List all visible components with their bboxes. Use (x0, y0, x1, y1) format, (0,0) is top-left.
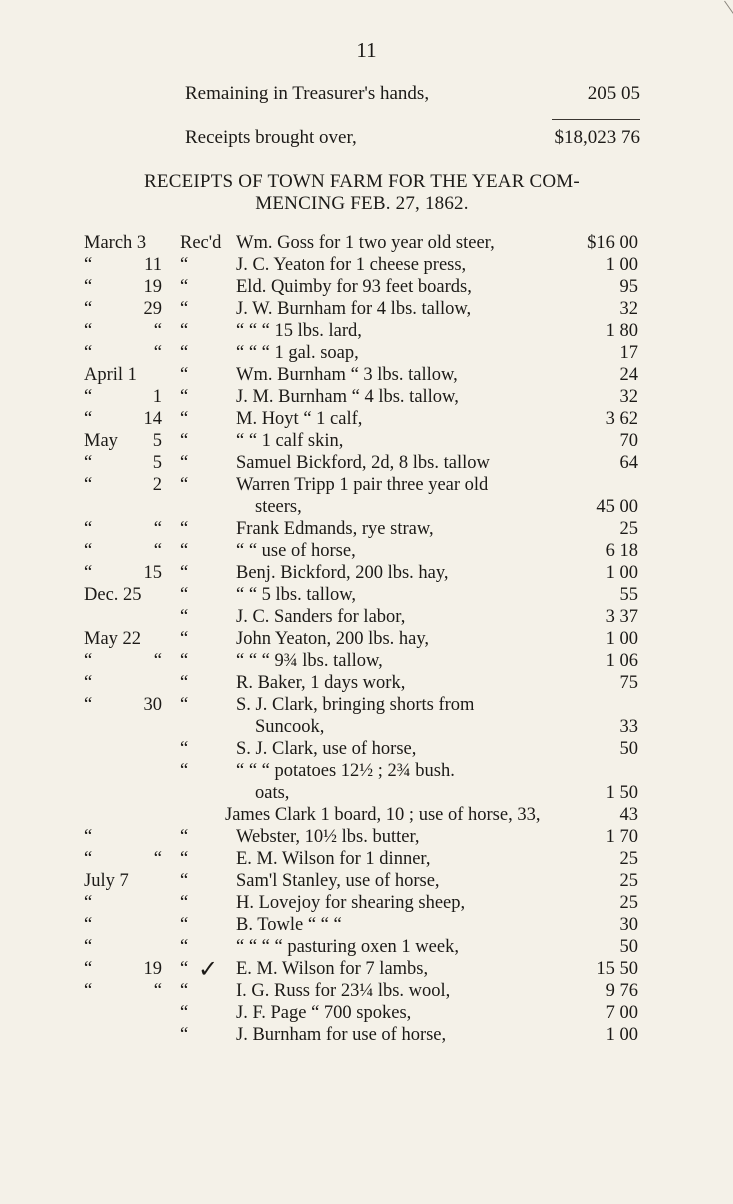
ledger-row (0, 562, 733, 584)
entry-month: “ (84, 651, 93, 671)
entry-month: “ (84, 255, 93, 275)
entry-month: “ (84, 827, 93, 847)
entry-received: “ (180, 1025, 189, 1045)
entry-received: “ (180, 255, 189, 275)
ledger-row (0, 1024, 733, 1046)
entry-description: R. Baker, 1 days work, (236, 673, 406, 693)
remaining-amount: 205 05 (587, 83, 640, 104)
entry-description: Eld. Quimby for 93 feet boards, (236, 277, 472, 297)
entry-amount: 17 (619, 343, 638, 363)
entry-received: Rec'd (180, 233, 222, 253)
entry-description: E. M. Wilson for 7 lambs, (236, 959, 429, 979)
entry-received: “ (180, 937, 189, 957)
entry-description: J. C. Sanders for labor, (236, 607, 406, 627)
entry-month: “ (84, 475, 93, 495)
ledger-row (0, 1002, 733, 1024)
entry-amount: 6 18 (605, 541, 638, 561)
entry-description: Wm. Burnham “ 3 lbs. tallow, (236, 365, 458, 385)
page-corner-fold (693, 0, 733, 31)
entry-day: “ (153, 849, 162, 869)
ledger-row (0, 584, 733, 606)
section-heading (82, 171, 642, 215)
entry-description: J. F. Page “ 700 spokes, (236, 1003, 412, 1023)
ledger-row (0, 672, 733, 694)
entry-amount: 75 (619, 673, 638, 693)
entry-month: “ (84, 299, 93, 319)
ledger-row (0, 496, 733, 518)
entry-amount: 43 (619, 805, 638, 825)
entry-description: Webster, 10½ lbs. butter, (236, 827, 420, 847)
receipts-list (0, 232, 733, 1046)
entry-amount: 32 (619, 299, 638, 319)
entry-month: “ (84, 893, 93, 913)
ledger-row (0, 518, 733, 540)
ledger-row (0, 760, 733, 782)
entry-description: Wm. Goss for 1 two year old steer, (236, 233, 495, 253)
entry-day: “ (153, 321, 162, 341)
entry-month: Dec. 25 (84, 585, 142, 605)
ledger-row (0, 738, 733, 760)
entry-amount: 25 (619, 849, 638, 869)
entry-description: Suncook, (255, 717, 325, 737)
entry-description: Warren Tripp 1 pair three year old (236, 475, 489, 495)
entry-received: “ (180, 365, 189, 385)
receipts-label: Receipts brought over, (185, 127, 357, 148)
entry-day: “ (153, 651, 162, 671)
ledger-row (0, 364, 733, 386)
entry-amount: 1 06 (605, 651, 638, 671)
entry-description: E. M. Wilson for 1 dinner, (236, 849, 431, 869)
entry-month: “ (84, 695, 93, 715)
entry-received: “ (180, 959, 189, 979)
entry-received: “ (180, 431, 189, 451)
ledger-row (0, 694, 733, 716)
entry-amount: 1 80 (605, 321, 638, 341)
entry-received: “ (180, 585, 189, 605)
entry-received: “ (180, 673, 189, 693)
entry-month: “ (84, 981, 93, 1001)
entry-received: “ (180, 277, 189, 297)
entry-description: B. Towle “ “ “ (236, 915, 342, 935)
entry-amount: 95 (619, 277, 638, 297)
entry-description: “ “ “ 15 lbs. lard, (236, 321, 362, 341)
entry-description: “ “ “ “ pasturing oxen 1 week, (236, 937, 459, 957)
entry-description: oats, (255, 783, 290, 803)
entry-day: 1 (152, 387, 162, 407)
entry-amount: 25 (619, 893, 638, 913)
entry-amount: 45 00 (596, 497, 638, 517)
entry-received: “ (180, 453, 189, 473)
receipts-amount: $18,023 76 (554, 127, 640, 148)
entry-received: “ (180, 739, 189, 759)
entry-amount: 1 00 (605, 1025, 638, 1045)
entry-amount: 3 37 (605, 607, 638, 627)
entry-day: “ (153, 343, 162, 363)
entry-received: “ (180, 981, 189, 1001)
entry-amount: 24 (619, 365, 638, 385)
ledger-row (0, 342, 733, 364)
ledger-row (0, 980, 733, 1002)
entry-description: S. J. Clark, use of horse, (236, 739, 417, 759)
ledger-row (0, 276, 733, 298)
entry-amount: 33 (619, 717, 638, 737)
entry-description: J. C. Yeaton for 1 cheese press, (236, 255, 467, 275)
entry-amount: 25 (619, 871, 638, 891)
entry-day: 30 (143, 695, 162, 715)
entry-month: July 7 (84, 871, 129, 891)
entry-day: 2 (152, 475, 162, 495)
ledger-row (0, 870, 733, 892)
entry-day: 5 (152, 431, 162, 451)
entry-received: “ (180, 827, 189, 847)
ledger-row (0, 430, 733, 452)
entry-description: S. J. Clark, bringing shorts from (236, 695, 475, 715)
entry-received: “ (180, 299, 189, 319)
entry-received: “ (180, 475, 189, 495)
entry-received: “ (180, 607, 189, 627)
entry-amount: 50 (619, 937, 638, 957)
entry-description: J. W. Burnham for 4 lbs. tallow, (236, 299, 472, 319)
entry-received: “ (180, 849, 189, 869)
heading-line-1: RECEIPTS OF TOWN FARM FOR THE YEAR COM- (144, 171, 580, 192)
entry-amount: 1 00 (605, 629, 638, 649)
entry-month: May (84, 431, 118, 451)
ledger-row (0, 452, 733, 474)
entry-received: “ (180, 563, 189, 583)
entry-description: James Clark 1 board, 10 ; use of horse, 33, (225, 805, 541, 825)
entry-description: “ “ use of horse, (236, 541, 356, 561)
entry-amount: 3 62 (605, 409, 638, 429)
entry-day: 19 (143, 277, 162, 297)
entry-received: “ (180, 541, 189, 561)
ledger-row (0, 320, 733, 342)
entry-month: April 1 (84, 365, 137, 385)
entry-description: Frank Edmands, rye straw, (236, 519, 434, 539)
entry-description: J. M. Burnham “ 4 lbs. tallow, (236, 387, 459, 407)
entry-month: “ (84, 915, 93, 935)
entry-amount: 1 70 (605, 827, 638, 847)
entry-received: “ (180, 871, 189, 891)
remaining-label: Remaining in Treasurer's hands, (185, 83, 430, 104)
entry-received: “ (180, 651, 189, 671)
entry-amount: 1 00 (605, 563, 638, 583)
ledger-row (0, 408, 733, 430)
entry-month: “ (84, 519, 93, 539)
entry-description: steers, (255, 497, 302, 517)
ledger-row (0, 958, 733, 980)
entry-received: “ (180, 519, 189, 539)
ledger-row (0, 298, 733, 320)
ledger-row (0, 628, 733, 650)
entry-description: Samuel Bickford, 2d, 8 lbs. tallow (236, 453, 490, 473)
entry-month: “ (84, 541, 93, 561)
entry-day: “ (153, 519, 162, 539)
entry-month: March 3 (84, 233, 147, 253)
entry-description: J. Burnham for use of horse, (236, 1025, 447, 1045)
ledger-row (0, 892, 733, 914)
entry-received: “ (180, 1003, 189, 1023)
ledger-row (0, 804, 733, 826)
entry-day: 11 (144, 255, 162, 275)
entry-amount: 9 76 (605, 981, 638, 1001)
entry-amount: 50 (619, 739, 638, 759)
entry-month: “ (84, 343, 93, 363)
entry-received: “ (180, 387, 189, 407)
entry-day: 19 (143, 959, 162, 979)
entry-amount: 1 00 (605, 255, 638, 275)
entry-month: “ (84, 409, 93, 429)
entry-day: 14 (143, 409, 162, 429)
entry-month: “ (84, 563, 93, 583)
ledger-row (0, 386, 733, 408)
sum-rule (552, 119, 640, 120)
ledger-row (0, 474, 733, 496)
receipts-line (185, 127, 640, 149)
entry-amount: 55 (619, 585, 638, 605)
entry-description: “ “ “ 9¾ lbs. tallow, (236, 651, 383, 671)
entry-amount: 30 (619, 915, 638, 935)
entry-description: “ “ 1 calf skin, (236, 431, 344, 451)
entry-received: “ (180, 321, 189, 341)
entry-month: “ (84, 387, 93, 407)
ledger-row (0, 650, 733, 672)
entry-description: Sam'l Stanley, use of horse, (236, 871, 440, 891)
check-mark: ✓ (198, 955, 219, 983)
ledger-row (0, 826, 733, 848)
entry-day: “ (153, 981, 162, 1001)
ledger-row (0, 254, 733, 276)
entry-description: I. G. Russ for 23¼ lbs. wool, (236, 981, 451, 1001)
ledger-row (0, 232, 733, 254)
entry-month: “ (84, 959, 93, 979)
entry-amount: 64 (619, 453, 638, 473)
entry-received: “ (180, 893, 189, 913)
entry-month: “ (84, 453, 93, 473)
entry-description: H. Lovejoy for shearing sheep, (236, 893, 466, 913)
ledger-row (0, 936, 733, 958)
heading-line-2: MENCING FEB. 27, 1862. (255, 193, 469, 214)
ledger-row (0, 606, 733, 628)
entry-received: “ (180, 915, 189, 935)
entry-description: Benj. Bickford, 200 lbs. hay, (236, 563, 449, 583)
page-number: 11 (356, 38, 377, 62)
entry-day: “ (153, 541, 162, 561)
entry-amount: $16 00 (587, 233, 638, 253)
entry-received: “ (180, 629, 189, 649)
entry-month: “ (84, 277, 93, 297)
entry-amount: 25 (619, 519, 638, 539)
entry-amount: 70 (619, 431, 638, 451)
entry-month: “ (84, 849, 93, 869)
entry-month: “ (84, 937, 93, 957)
entry-amount: 7 00 (605, 1003, 638, 1023)
entry-month: “ (84, 673, 93, 693)
entry-description: “ “ “ 1 gal. soap, (236, 343, 359, 363)
entry-day: 5 (152, 453, 162, 473)
entry-month: May 22 (84, 629, 142, 649)
ledger-row (0, 540, 733, 562)
ledger-row (0, 716, 733, 738)
ledger-row (0, 782, 733, 804)
entry-month: “ (84, 321, 93, 341)
ledger-row (0, 848, 733, 870)
ledger-row (0, 914, 733, 936)
remaining-line (185, 83, 640, 105)
entry-amount: 32 (619, 387, 638, 407)
entry-description: John Yeaton, 200 lbs. hay, (236, 629, 430, 649)
entry-amount: 15 50 (596, 959, 638, 979)
entry-received: “ (180, 761, 189, 781)
entry-description: “ “ “ potatoes 12½ ; 2¾ bush. (236, 761, 455, 781)
entry-description: M. Hoyt “ 1 calf, (236, 409, 363, 429)
entry-received: “ (180, 409, 189, 429)
entry-description: “ “ 5 lbs. tallow, (236, 585, 357, 605)
entry-day: 15 (143, 563, 162, 583)
entry-amount: 1 50 (605, 783, 638, 803)
entry-day: 29 (143, 299, 162, 319)
entry-received: “ (180, 343, 189, 363)
entry-received: “ (180, 695, 189, 715)
